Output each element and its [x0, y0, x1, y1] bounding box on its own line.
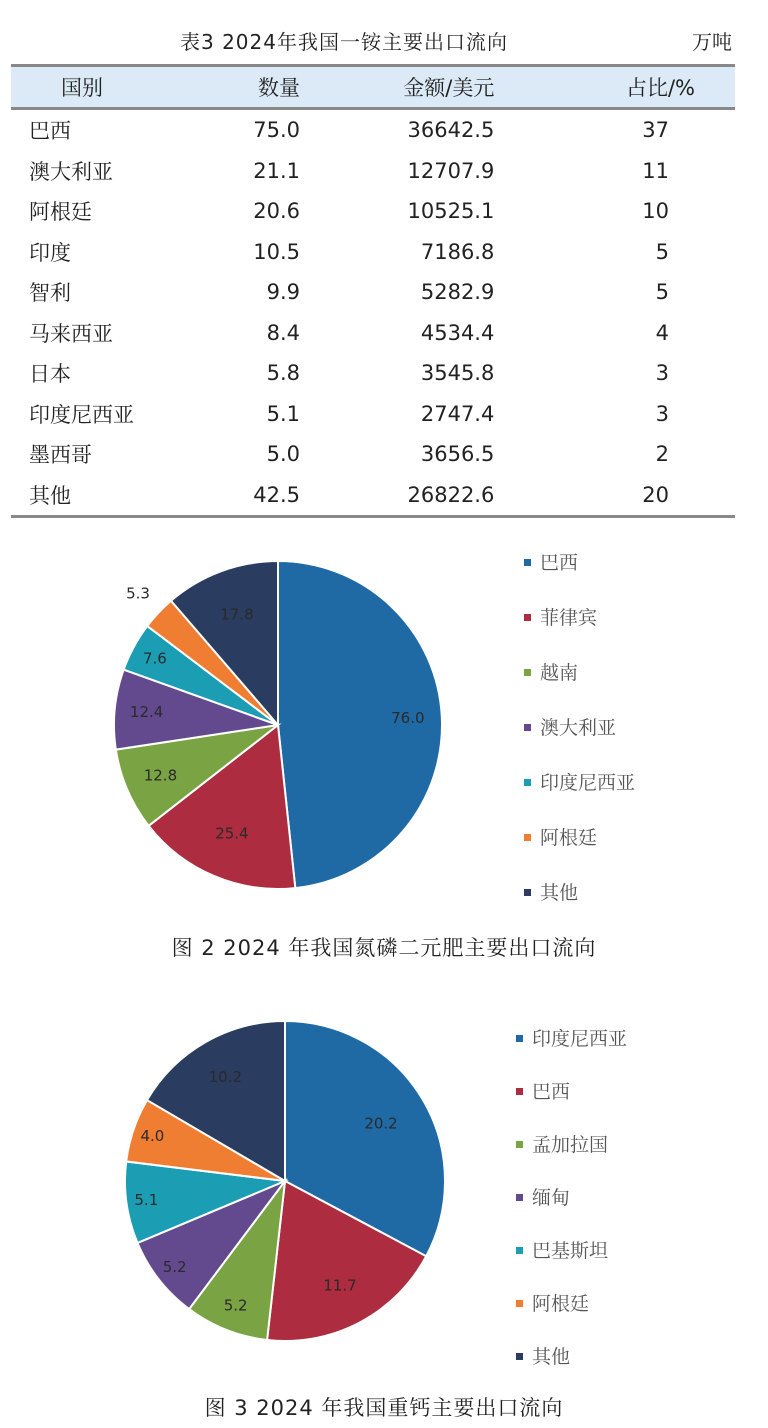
- table-row: [11, 109, 735, 151]
- legend-label: 其他: [532, 1346, 571, 1368]
- pie-data-label: 12.4: [129, 703, 164, 722]
- legend-label: 印度尼西亚: [532, 1028, 628, 1050]
- cell-quantity: 5.8: [266, 361, 301, 386]
- legend-swatch: [516, 1088, 523, 1095]
- pie-data-label: 7.6: [142, 649, 167, 668]
- table-unit: 万吨: [692, 30, 732, 54]
- cell-country: 印度尼西亚: [29, 402, 134, 427]
- cell-share: 5: [655, 280, 669, 305]
- legend-swatch: [516, 1300, 523, 1307]
- cell-country: 智利: [29, 281, 71, 306]
- pie-data-label: 20.2: [364, 1114, 398, 1133]
- figure-2-caption: 图 2 2024 年我国氮磷二元肥主要出口流向: [171, 936, 597, 960]
- cell-quantity: 8.4: [266, 320, 301, 345]
- legend-item: [524, 882, 578, 904]
- cell-share: 5: [655, 239, 669, 264]
- pie-data-label: 5.2: [162, 1258, 187, 1277]
- legend-swatch: [524, 779, 531, 786]
- cell-amount: 36642.5: [407, 118, 495, 143]
- cell-quantity: 20.6: [253, 199, 301, 224]
- legend-item: [524, 772, 635, 794]
- cell-share: 3: [655, 361, 669, 386]
- legend-item: [516, 1346, 570, 1368]
- legend-label: 越南: [540, 662, 579, 684]
- pie-chart-panel-2: [112, 1008, 634, 1372]
- cell-amount: 26822.6: [300, 475, 494, 517]
- cell-quantity: 21.1: [253, 158, 301, 183]
- cell-quantity: 5.1: [266, 401, 301, 426]
- legend-swatch: [524, 834, 531, 841]
- cell-share: 2: [655, 442, 669, 467]
- cell-country: 印度: [29, 240, 71, 265]
- table-row: [11, 151, 735, 192]
- cell-share: 4: [655, 320, 669, 345]
- legend-item: [524, 607, 597, 629]
- legend-label: 印度尼西亚: [540, 772, 636, 794]
- table-row: [11, 475, 735, 517]
- cell-country: 澳大利亚: [29, 159, 113, 184]
- legend-label: 阿根廷: [540, 827, 598, 849]
- export-table: [11, 64, 735, 518]
- legend-label: 巴西: [540, 552, 579, 574]
- figure-3-caption: 图 3 2024 年我国重钙主要出口流向: [204, 1396, 564, 1420]
- cell-country: 巴西: [29, 119, 71, 144]
- table-row: [11, 191, 735, 232]
- cell-share: 37: [642, 118, 669, 143]
- pie-data-label: 5.2: [223, 1296, 248, 1315]
- header-country: 国别: [11, 66, 218, 109]
- pie-data-label: 5.1: [134, 1191, 159, 1210]
- pie-data-label: 4.0: [140, 1127, 165, 1146]
- pie-data-label: 17.8: [220, 605, 254, 624]
- cell-quantity: 10.5: [253, 239, 301, 264]
- cell-share: 11: [642, 158, 669, 183]
- pie-chart-panel-1: [100, 544, 646, 912]
- legend-item: [524, 552, 578, 574]
- cell-amount: 5282.9: [420, 280, 495, 305]
- cell-amount: 10525.1: [407, 199, 495, 224]
- table-row: [11, 313, 735, 354]
- legend-label: 巴西: [532, 1081, 571, 1103]
- cell-share: 10: [642, 199, 669, 224]
- legend-label: 孟加拉国: [532, 1134, 609, 1156]
- table-row: [11, 394, 735, 435]
- legend-swatch: [524, 669, 531, 676]
- cell-country: 其他: [11, 475, 218, 517]
- legend-swatch: [516, 1247, 523, 1254]
- cell-quantity: 9.9: [266, 280, 301, 305]
- legend-swatch: [524, 614, 531, 621]
- table-row: [11, 353, 735, 394]
- legend-label: 澳大利亚: [540, 717, 617, 739]
- cell-amount: 12707.9: [407, 158, 495, 183]
- table-header-row: [11, 66, 735, 109]
- table-row: [11, 272, 735, 313]
- legend-item: [516, 1134, 608, 1156]
- legend-label: 阿根廷: [532, 1293, 590, 1315]
- cell-amount: 4534.4: [420, 320, 495, 345]
- legend-item: [524, 717, 616, 739]
- pie-data-label: 10.2: [208, 1067, 243, 1086]
- cell-country: 阿根廷: [29, 200, 92, 225]
- pie-data-label: 11.7: [323, 1276, 357, 1295]
- cell-quantity: 75.0: [253, 118, 301, 143]
- cell-amount: 7186.8: [420, 239, 495, 264]
- cell-amount: 2747.4: [420, 401, 495, 426]
- cell-share: 20: [494, 475, 735, 517]
- cell-quantity: 42.5: [218, 475, 300, 517]
- legend-item: [516, 1081, 570, 1103]
- cell-country: 马来西亚: [29, 321, 113, 346]
- legend-item: [524, 827, 597, 849]
- legend-swatch: [516, 1035, 523, 1042]
- legend-swatch: [524, 559, 531, 566]
- pie-data-label: 12.8: [143, 766, 178, 785]
- cell-country: 墨西哥: [29, 443, 92, 468]
- legend-label: 菲律宾: [540, 607, 598, 629]
- pie-data-label: 5.3: [126, 584, 150, 603]
- legend-item: [516, 1240, 608, 1262]
- pie-data-label: 25.4: [215, 824, 249, 843]
- table-row: [11, 232, 735, 273]
- legend-label: 其他: [540, 882, 579, 904]
- legend-label: 缅甸: [532, 1187, 571, 1209]
- table-caption: 表3 2024年我国一铵主要出口流向: [180, 30, 508, 54]
- legend-swatch: [516, 1353, 523, 1360]
- cell-quantity: 5.0: [266, 442, 301, 467]
- legend-swatch: [524, 889, 531, 896]
- cell-amount: 3656.5: [420, 442, 495, 467]
- pie-chart-1: [100, 544, 646, 912]
- legend-item: [516, 1187, 570, 1209]
- cell-share: 3: [655, 401, 669, 426]
- table-row: [11, 434, 735, 475]
- legend-label: 巴基斯坦: [532, 1240, 609, 1262]
- legend-swatch: [516, 1141, 523, 1148]
- cell-amount: 3545.8: [420, 361, 495, 386]
- legend-item: [524, 662, 578, 684]
- header-share: 占比/%: [494, 66, 735, 109]
- header-amount: 金额/美元: [300, 66, 494, 109]
- pie-chart-2: [112, 1008, 634, 1372]
- pie-data-label: 76.0: [391, 709, 425, 728]
- legend-swatch: [524, 724, 531, 731]
- legend-item: [516, 1293, 589, 1315]
- legend-swatch: [516, 1194, 523, 1201]
- table-title-bar: [0, 26, 768, 52]
- header-quantity: 数量: [218, 66, 300, 109]
- legend-item: [516, 1028, 627, 1050]
- cell-country: 日本: [29, 362, 71, 387]
